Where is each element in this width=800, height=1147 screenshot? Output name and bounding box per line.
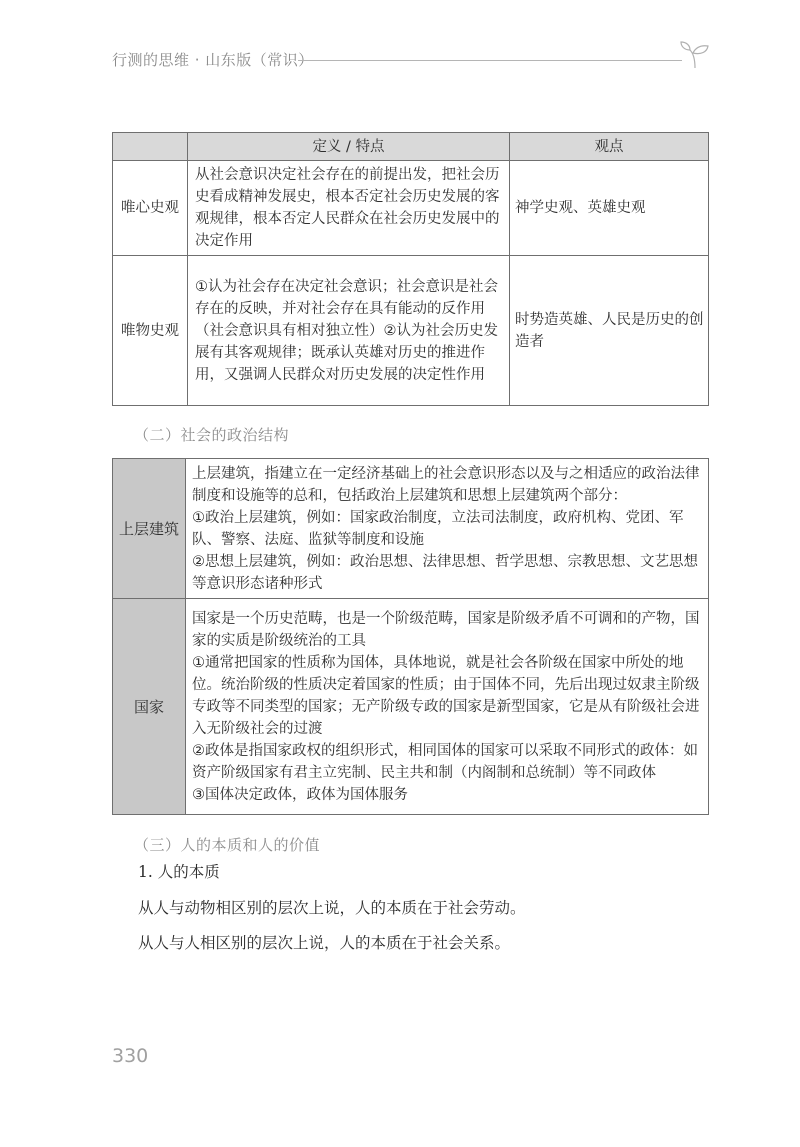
cell-paragraph: ①通常把国家的性质称为国体，具体地说，就是社会各阶级在国家中所处的地位。统治阶级的性质决定着国家的性质；由于国体不同，先后出现过奴隶主阶级专政等不同类型的国家；无产阶级专政的国家是新型国家，它是从有阶级社会进入无阶级社会的过渡 [192, 654, 700, 737]
body-paragraph: 从人与人相区别的层次上说，人的本质在于社会关系。 [138, 934, 511, 952]
table-header-row [113, 133, 709, 161]
row-label: 国家 [113, 599, 186, 815]
row-label: 唯心史观 [113, 161, 188, 256]
definition-cell: ①认为社会存在决定社会意识；社会意识是社会存在的反映，并对社会存在具有能动的反作用（社会意识具有相对独立性）②认为社会历史发展有其客观规律；既承认英雄对历史的推进作用，又强调人民群众对历史发展的决定性作用 [188, 256, 510, 406]
row-label: 唯物史观 [113, 256, 188, 406]
table-row [113, 599, 709, 815]
view-cell: 时势造英雄、人民是历史的创造者 [510, 256, 709, 406]
cell-paragraph: ②思想上层建筑，例如：政治思想、法律思想、哲学思想、宗教思想、文艺思想等意识形态诸种形式 [192, 553, 698, 592]
cell-paragraph: ②政体是指国家政权的组织形式，相同国体的国家可以采取不同形式的政体：如资产阶级国家有君主立宪制、民主共和制（内阁制和总统制）等不同政体 [192, 742, 698, 781]
header-divider [298, 60, 682, 61]
book-title: 行测的思维 · 山东版（常识） [112, 51, 314, 69]
body-paragraph: 从人与动物相区别的层次上说，人的本质在于社会劳动。 [138, 899, 526, 917]
content-cell [186, 459, 709, 599]
view-cell: 神学史观、英雄史观 [510, 161, 709, 256]
column-header [113, 133, 188, 161]
political-structure-table [112, 458, 709, 815]
cell-paragraph: 上层建筑，指建立在一定经济基础上的社会意识形态以及与之相适应的政治法律制度和设施等的总和，包括政治上层建筑和思想上层建筑两个部分： [192, 465, 700, 504]
column-header: 观点 [510, 133, 709, 161]
page-number: 330 [112, 1045, 149, 1067]
table-row [113, 161, 709, 256]
section-heading: （三）人的本质和人的价值 [134, 836, 321, 854]
column-header: 定义 / 特点 [188, 133, 510, 161]
table-row [113, 256, 709, 406]
subheading: 1. 人的本质 [138, 863, 220, 881]
running-header [112, 48, 712, 74]
history-views-table [112, 132, 709, 406]
definition-cell: 从社会意识决定社会存在的前提出发，把社会历史看成精神发展史，根本否定社会历史发展的客观规律，根本否定人民群众在社会历史发展中的决定作用 [188, 161, 510, 256]
table-row [113, 459, 709, 599]
content-cell [186, 599, 709, 815]
row-label: 上层建筑 [113, 459, 186, 599]
cell-paragraph: ③国体决定政体，政体为国体服务 [192, 786, 408, 803]
sprout-icon [678, 40, 712, 70]
section-heading: （二）社会的政治结构 [134, 426, 290, 444]
cell-paragraph: ①政治上层建筑，例如：国家政治制度，立法司法制度，政府机构、党团、军队、警察、法庭、监狱等制度和设施 [192, 509, 684, 548]
cell-paragraph: 国家是一个历史范畴，也是一个阶级范畴，国家是阶级矛盾不可调和的产物，国家的实质是阶级统治的工具 [192, 610, 700, 649]
